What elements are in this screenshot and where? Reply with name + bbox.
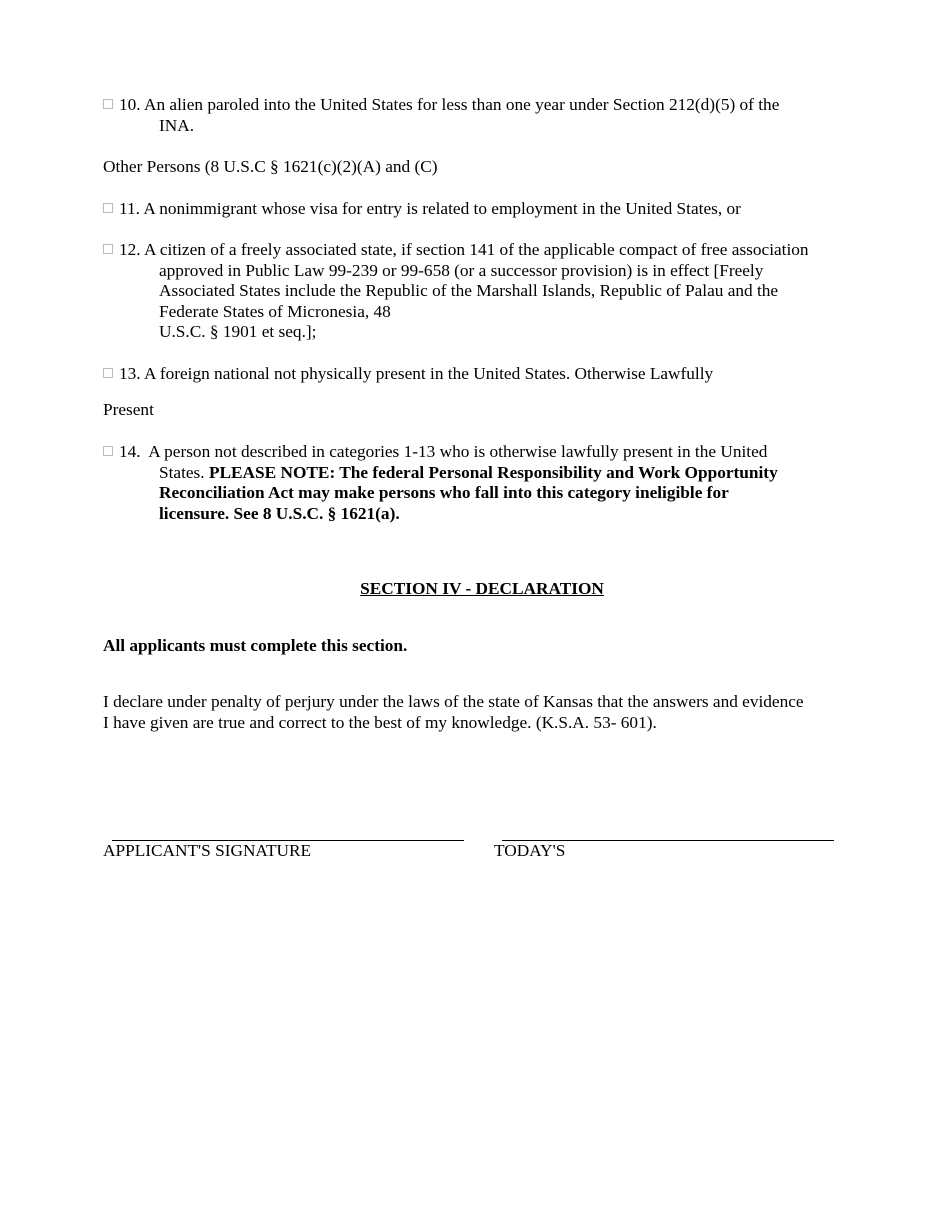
item-14-line-4: licensure. See 8 U.S.C. § 1621(a). (159, 503, 400, 523)
item-14-line-3: Reconciliation Act may make persons who fall into this category ineligible for (159, 483, 729, 503)
present-heading: Present (103, 400, 154, 419)
item-12-text: A citizen of a freely associated state, if section 141 of the applicable compact of free association (143, 240, 809, 259)
item-12-first-line (103, 240, 903, 261)
item-13-text: A foreign national not physically present in the United States. Otherwise Lawfully (143, 364, 714, 383)
item-10 (103, 95, 883, 136)
item-10-checkbox[interactable] (103, 99, 113, 109)
applicant-signature-label: APPLICANT'S SIGNATURE (103, 841, 312, 860)
item-11-number: 11. (119, 199, 140, 218)
item-12-line-3: Associated States include the Republic of the Marshall Islands, Republic of Palau and the (159, 281, 779, 301)
item-14-number: 14. (119, 442, 141, 461)
date-label: TODAY'S (494, 841, 566, 860)
item-14-line-2-normal: States. (159, 462, 205, 482)
item-14-checkbox[interactable] (103, 446, 113, 456)
item-13-number: 13. (119, 364, 141, 383)
item-14-please-note: PLEASE NOTE: The federal Personal Responsibility and Work Opportunity (208, 462, 778, 482)
item-12-number: 12. (119, 240, 141, 259)
item-11-text: A nonimmigrant whose visa for entry is related to employment in the United States, or (143, 199, 741, 218)
item-10-first-line (103, 95, 883, 116)
other-persons-heading: Other Persons (8 U.S.C § 1621(c)(2)(A) and (C) (103, 157, 438, 176)
item-14-first-line (103, 442, 883, 463)
item-13 (103, 364, 883, 385)
declaration-line-1: I declare under penalty of perjury under the laws of the state of Kansas that the answers and evidence (103, 692, 804, 711)
declaration-text (103, 692, 804, 733)
item-10-continuation: INA. (159, 115, 195, 135)
item-13-first-line (103, 364, 883, 385)
item-12-line-4: Federate States of Micronesia, 48 (159, 301, 391, 321)
section-instruction: All applicants must complete this section. (103, 636, 408, 655)
section-heading: SECTION IV - DECLARATION (360, 579, 604, 598)
item-14-text: A person not described in categories 1-13 who is otherwise lawfully present in the United (148, 442, 768, 461)
item-10-text: An alien paroled into the United States for less than one year under Section 212(d)(5) of the (143, 95, 780, 114)
item-13-checkbox[interactable] (103, 368, 113, 378)
item-10-number: 10. (119, 95, 141, 114)
item-11-first-line (103, 199, 883, 220)
item-12-line-5: U.S.C. § 1901 et seq.]; (159, 322, 317, 342)
item-14-line-2 (103, 463, 883, 484)
item-11 (103, 199, 883, 220)
item-12-line-2: approved in Public Law 99-239 or 99-658 (or a successor provision) is in effect [Freely (159, 260, 764, 280)
declaration-line-2: I have given are true and correct to the best of my knowledge. (K.S.A. 53- 601). (103, 712, 657, 732)
item-14 (103, 442, 883, 524)
item-11-checkbox[interactable] (103, 203, 113, 213)
item-12-checkbox[interactable] (103, 244, 113, 254)
item-12 (103, 240, 903, 343)
